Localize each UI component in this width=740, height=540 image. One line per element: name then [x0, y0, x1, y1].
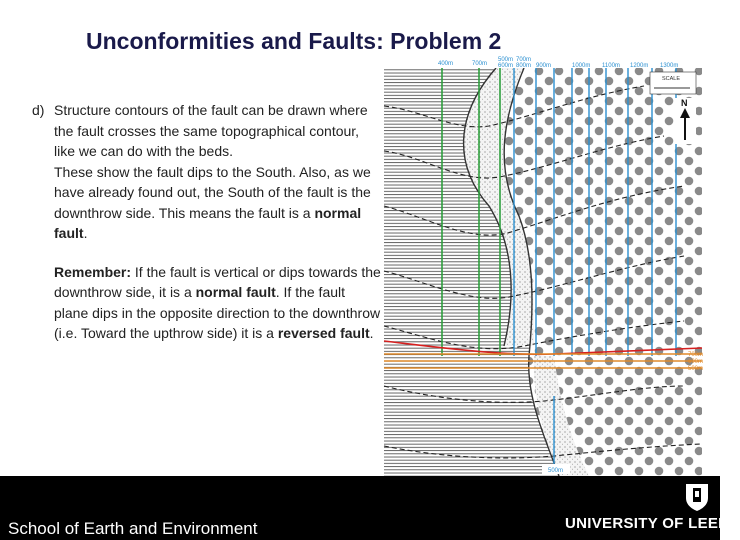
paragraph-d-text-1: Structure contours of the fault can be drawn where the fault crosses the same topographical contour, like we can do with the beds.	[54, 102, 368, 159]
north-arrow-icon	[674, 98, 696, 144]
normal-fault-term: normal fault	[195, 284, 276, 300]
top-contour-label: 1000m	[572, 63, 591, 69]
side-contour-label: 500m	[688, 366, 704, 372]
geological-map	[384, 56, 702, 476]
scale-label: SCALE	[662, 76, 681, 82]
top-contour-label: 1200m	[630, 63, 649, 69]
scale-box	[650, 72, 696, 94]
slide-title: Unconformities and Faults: Problem 2	[86, 28, 502, 54]
remember-label: Remember:	[54, 263, 132, 280]
paragraph-d-text-2: These show the fault dips to the South. Also, as we have already found out, the South of the fault is the downthrow side. This means the fault is a normal fault.	[54, 163, 371, 241]
north-label: N	[681, 98, 688, 108]
top-contour-label: 800m	[516, 63, 532, 69]
paragraph-d	[32, 100, 382, 244]
top-contour-label: 900m	[536, 63, 552, 69]
side-contour-label: 700m	[688, 352, 704, 358]
university-name: UNIVERSITY OF LEEDS	[565, 515, 740, 532]
bottom-contour-label: 500m	[548, 468, 564, 474]
university-crest-icon	[684, 482, 710, 512]
remember-paragraph: Remember: If the fault is vertical or dips towards the downthrow side, it is a normal fault. If the fault plane dips in the opposite direction to the downthrow (i.e. Toward the upthrow side) it is a reversed fault.	[54, 263, 381, 341]
top-contour-label: 400m	[438, 61, 454, 67]
top-contour-label: 700m	[472, 61, 488, 67]
top-contour-label: 600m	[498, 63, 514, 69]
reversed-fault-term: reversed fault	[277, 325, 370, 341]
normal-fault-bold: normal fault	[54, 204, 362, 241]
top-contour-label: 500m	[498, 57, 514, 63]
top-contour-label: 1100m	[602, 63, 620, 69]
side-contour-label: 600m	[688, 359, 704, 365]
school-name: School of Earth and Environment	[8, 519, 258, 538]
body-text	[32, 100, 382, 344]
list-label: d)	[32, 102, 45, 118]
top-contour-label: 1300m	[660, 63, 679, 69]
top-contour-label: 700m	[516, 57, 532, 63]
